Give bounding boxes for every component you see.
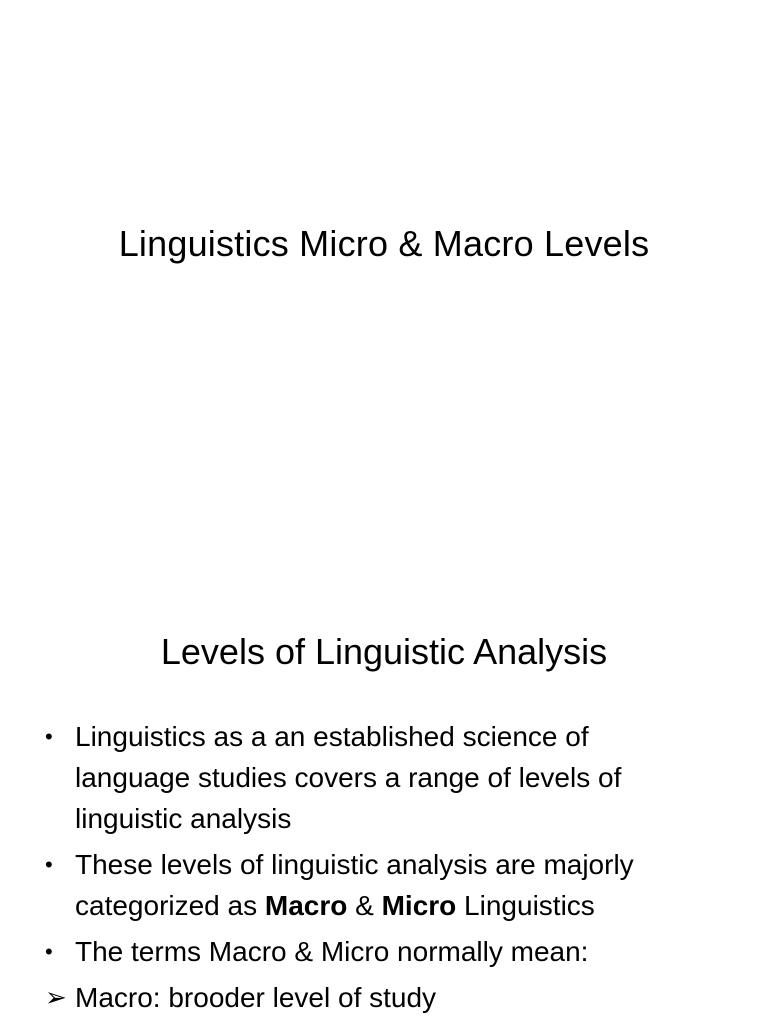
bullet-text: Macro: brooder level of study — [75, 982, 437, 1013]
bullet-text: The terms Macro & Micro normally mean: — [75, 936, 589, 967]
bullet-list — [0, 716, 768, 1023]
arrow-bullet-icon: ➢ — [45, 982, 67, 1012]
slide-2 — [0, 576, 768, 1024]
bold-term-macro: Macro — [264, 890, 348, 921]
bullet-dot-icon: • — [45, 939, 53, 964]
bullet-text-mid: & — [347, 890, 382, 921]
bullet-item — [0, 931, 768, 972]
bullet-dot-icon: • — [45, 724, 53, 749]
bullet-item — [0, 844, 768, 926]
bullet-text: Linguistics as a an established science of language studies covers a range of levels of linguistic analysis — [75, 721, 622, 834]
slide-1-title: Linguistics Micro & Macro Levels — [118, 223, 650, 264]
bold-term-micro: Micro — [381, 890, 457, 921]
slide-2-title: Levels of Linguistic Analysis — [160, 631, 608, 672]
bullet-dot-icon: • — [45, 852, 53, 877]
bullet-text-post: Linguistics — [456, 890, 595, 921]
bullet-item — [0, 716, 768, 839]
sub-bullet-item — [0, 977, 768, 1018]
bullet-text-pre: These levels of linguistic analysis are majorly categorized as — [75, 849, 634, 921]
